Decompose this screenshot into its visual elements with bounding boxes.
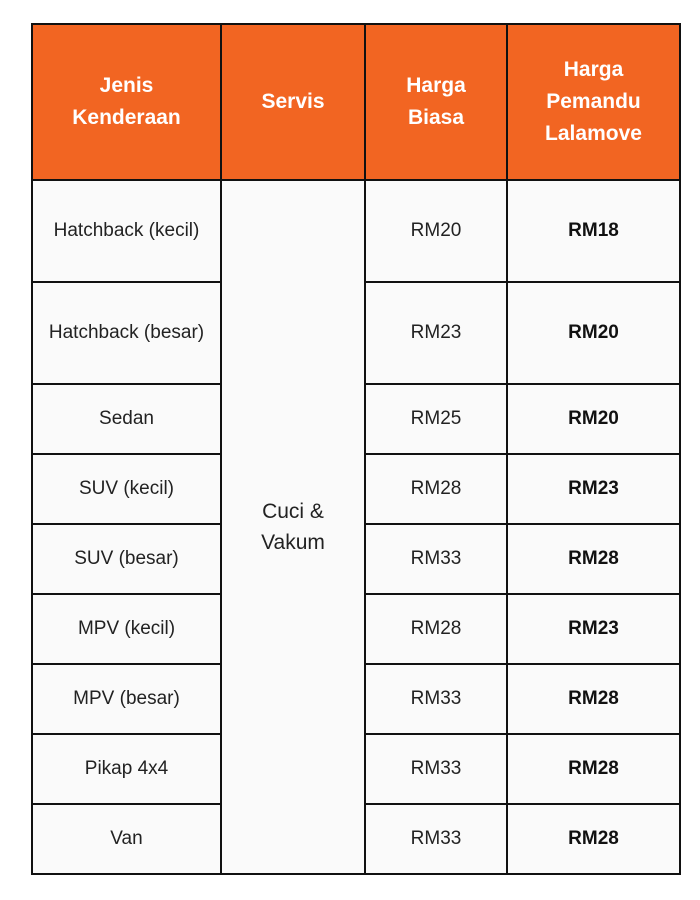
regular-price-cell: RM28 — [365, 594, 507, 664]
regular-price-cell: RM28 — [365, 454, 507, 524]
vehicle-cell: Hatchback (kecil) — [32, 180, 221, 282]
driver-price-cell: RM23 — [507, 594, 680, 664]
vehicle-cell: SUV (besar) — [32, 524, 221, 594]
header-service: Servis — [221, 24, 365, 180]
driver-price-cell: RM28 — [507, 664, 680, 734]
vehicle-cell: Van — [32, 804, 221, 874]
regular-price-cell: RM33 — [365, 804, 507, 874]
vehicle-cell: Hatchback (besar) — [32, 282, 221, 384]
driver-price-cell: RM28 — [507, 524, 680, 594]
header-row — [32, 24, 680, 180]
driver-price-cell: RM28 — [507, 804, 680, 874]
service-cell: Cuci & Vakum — [221, 180, 365, 874]
driver-price-cell: RM18 — [507, 180, 680, 282]
header-regular-price: Harga Biasa — [365, 24, 507, 180]
vehicle-cell: SUV (kecil) — [32, 454, 221, 524]
vehicle-cell: MPV (besar) — [32, 664, 221, 734]
regular-price-cell: RM33 — [365, 524, 507, 594]
vehicle-cell: Pikap 4x4 — [32, 734, 221, 804]
regular-price-cell: RM33 — [365, 734, 507, 804]
driver-price-cell: RM28 — [507, 734, 680, 804]
vehicle-cell: Sedan — [32, 384, 221, 454]
regular-price-cell: RM33 — [365, 664, 507, 734]
regular-price-cell: RM25 — [365, 384, 507, 454]
price-table — [31, 23, 681, 875]
header-driver-price: Harga Pemandu Lalamove — [507, 24, 680, 180]
table-row — [32, 180, 680, 282]
regular-price-cell: RM23 — [365, 282, 507, 384]
regular-price-cell: RM20 — [365, 180, 507, 282]
header-vehicle-type: Jenis Kenderaan — [32, 24, 221, 180]
driver-price-cell: RM23 — [507, 454, 680, 524]
driver-price-cell: RM20 — [507, 384, 680, 454]
driver-price-cell: RM20 — [507, 282, 680, 384]
vehicle-cell: MPV (kecil) — [32, 594, 221, 664]
